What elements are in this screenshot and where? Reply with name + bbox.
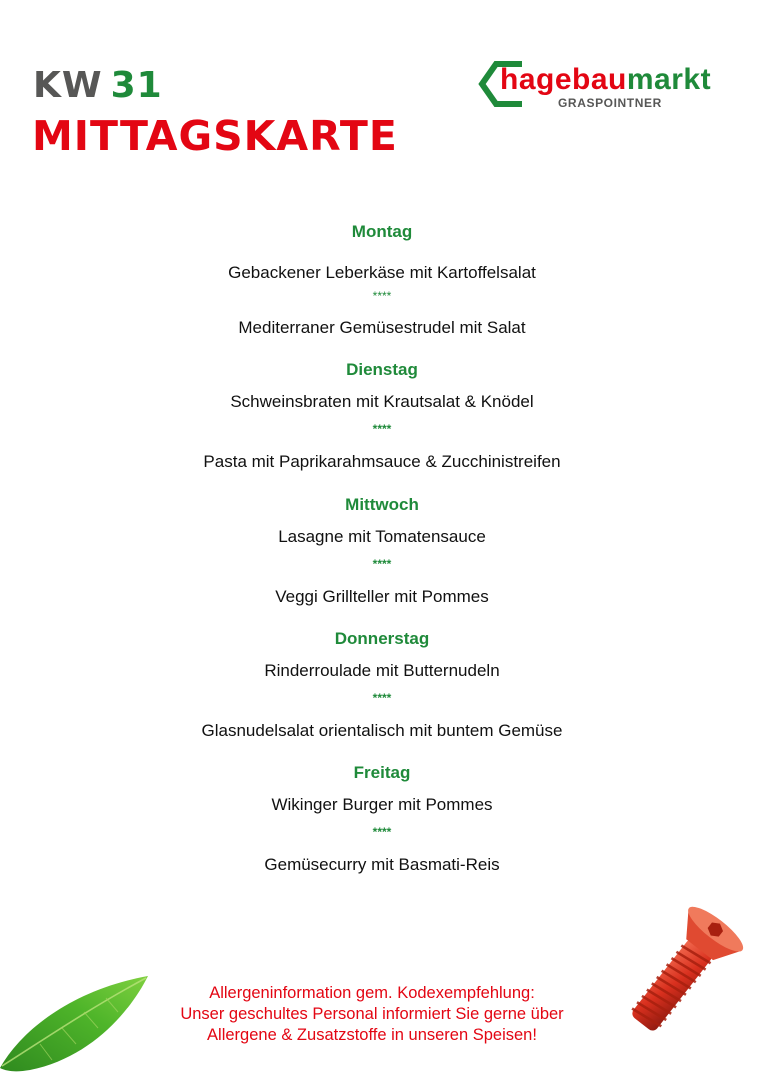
day-heading: Mittwoch	[345, 495, 419, 514]
dish-2: Gemüsecurry mit Basmati-Reis	[264, 855, 500, 874]
separator: ****	[372, 289, 392, 303]
dish-2: Pasta mit Paprikarahmsauce & Zucchinistreifen	[203, 452, 561, 471]
allergen-line-3: Allergene & Zusatzstoffe in unseren Speisen!	[207, 1026, 537, 1044]
day-friday	[0, 763, 764, 875]
dish-1: Gebackener Leberkäse mit Kartoffelsalat	[228, 263, 536, 282]
logo-wordmark	[500, 64, 711, 96]
separator: ****	[372, 422, 392, 436]
kw-label: KW	[33, 65, 103, 106]
screw-icon	[606, 902, 756, 1052]
day-wednesday	[0, 495, 764, 607]
calendar-week	[33, 66, 163, 106]
logo-word-markt: markt	[626, 63, 712, 96]
hagebaumarkt-logo	[478, 56, 738, 112]
allergen-info	[120, 983, 624, 1046]
separator: ****	[372, 557, 392, 571]
page-title: MITTAGSKARTE	[32, 112, 398, 160]
dish-1: Wikinger Burger mit Pommes	[271, 795, 493, 814]
kw-number: 31	[110, 65, 163, 106]
dish-1: Schweinsbraten mit Krautsalat & Knödel	[230, 392, 534, 411]
day-heading: Freitag	[353, 763, 411, 782]
allergen-line-1: Allergeninformation gem. Kodexempfehlung:	[209, 984, 535, 1002]
day-heading: Dienstag	[346, 360, 418, 379]
logo-subtitle: GRASPOINTNER	[558, 96, 662, 110]
weekly-menu	[0, 216, 764, 875]
day-heading: Donnerstag	[334, 629, 430, 648]
dish-2: Mediterraner Gemüsestrudel mit Salat	[238, 318, 526, 337]
day-monday	[0, 222, 764, 338]
dish-1: Rinderroulade mit Butternudeln	[264, 661, 500, 680]
dish-1: Lasagne mit Tomatensauce	[278, 527, 486, 546]
dish-2: Glasnudelsalat orientalisch mit buntem Gemüse	[201, 721, 563, 740]
logo-word-hagebau: hagebau	[500, 63, 627, 96]
separator: ****	[372, 825, 392, 839]
allergen-line-2: Unser geschultes Personal informiert Sie gerne über	[180, 1005, 564, 1023]
day-tuesday	[0, 360, 764, 472]
separator: ****	[372, 691, 392, 705]
dish-2: Veggi Grillteller mit Pommes	[275, 587, 489, 606]
day-heading: Montag	[351, 222, 413, 241]
day-thursday	[0, 629, 764, 741]
